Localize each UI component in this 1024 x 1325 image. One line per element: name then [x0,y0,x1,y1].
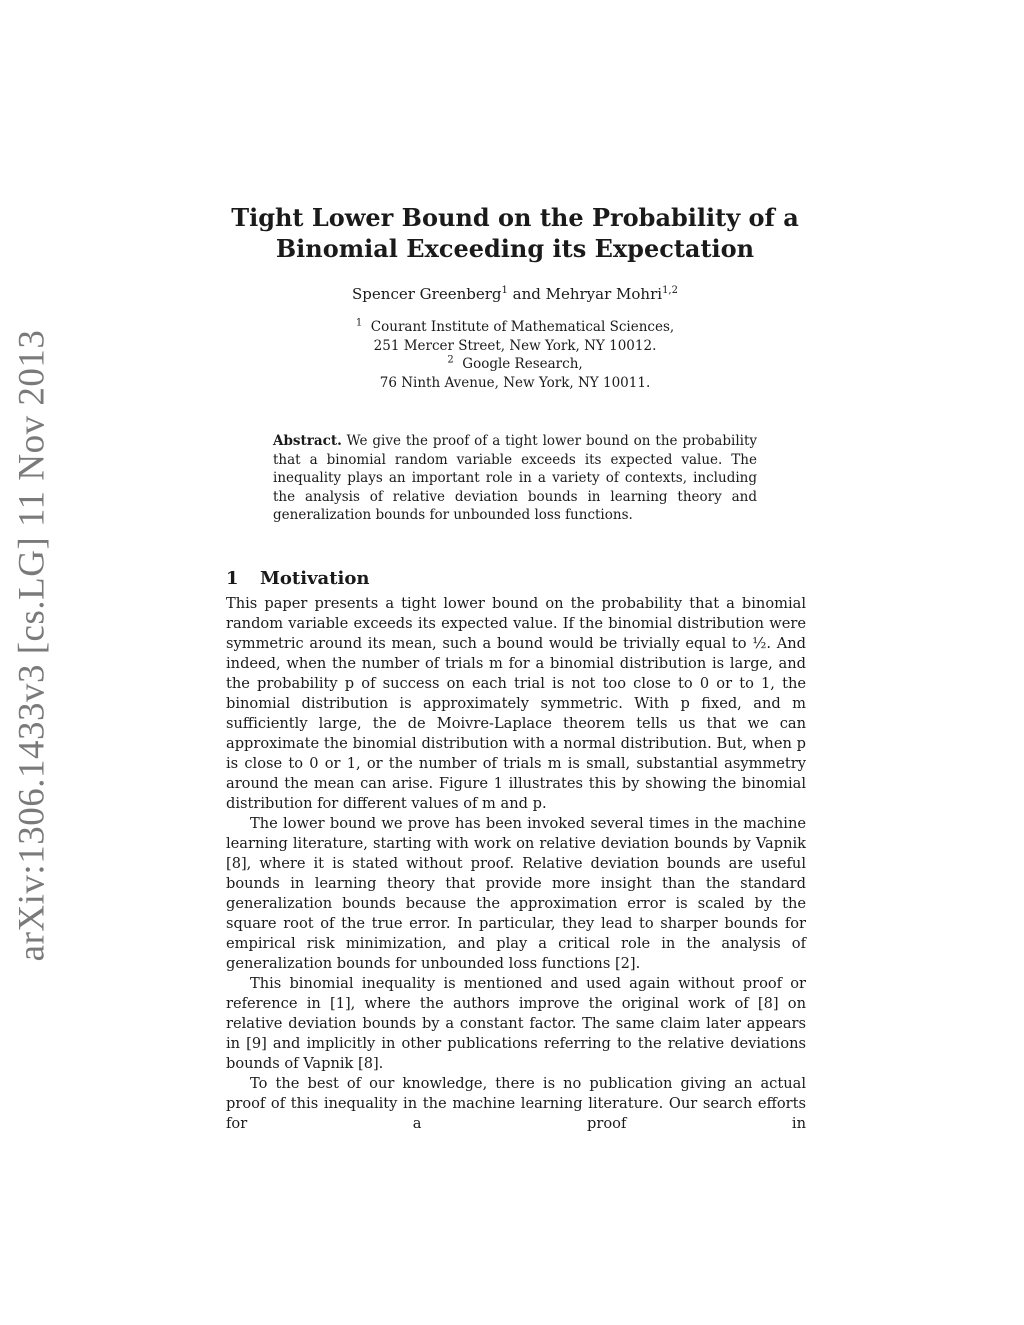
section-number: 1 [226,567,239,589]
affiliation-institution: Google Research, [462,356,583,372]
abstract-label: Abstract. [273,433,342,449]
affiliation-institution: Courant Institute of Mathematical Sciences, [370,319,675,335]
affiliation-line [200,355,830,374]
affiliation-mark: 1 [355,317,363,329]
affiliation-mark: 2 [447,354,454,366]
author-name: Spencer Greenberg [352,285,502,303]
title-line-2: Binomial Exceeding its Expectation [275,234,755,264]
affiliation-address: 251 Mercer Street, New York, NY 10012. [373,337,657,354]
author-affiliation-mark: 1,2 [662,285,678,296]
author-list [200,285,830,303]
author-connector: and [507,285,546,303]
affiliation-block [200,318,830,392]
body-paragraph: This paper presents a tight lower bound on the probability that a binomial random variable exceeds its expected value. If the binomial distribution were symmetric around its mean, such a bound would be trivially equal to ½. And indeed, when the number of trials m for a binomial distribution is large, and the probability p of success on each trial is not too close to 0 or to 1, the binomial distribution is approximately symmetric. With p fixed, and m sufficiently large, the de Moivre-Laplace theorem tells us that we can approximate the binomial distribution with a normal distribution. But, when p is close to 0 or 1, or the number of trials m is small, substantial asymmetry around the mean can arise. Figure 1 illustrates this by showing the binomial distribution for different values of m and p. [226,595,806,812]
body-paragraph: The lower bound we prove has been invoked several times in the machine learning literature, starting with work on relative deviation bounds by Vapnik [8], where it is stated without proof. Relative deviation bounds are useful bounds in learning theory that provide more insight than the standard generalization bounds because the approximation error is scaled by the square root of the true error. In particular, they lead to sharper bounds for empirical risk minimization, and play a critical role in the analysis of generalization bounds for unbounded loss functions [2]. [226,815,806,972]
affiliation-address: 76 Ninth Avenue, New York, NY 10011. [379,374,651,391]
author-affiliation-mark: 1 [501,285,508,296]
paper-title [200,202,830,264]
affiliation-line [200,318,830,337]
abstract [273,432,757,525]
section-title: Motivation [260,567,370,589]
section-heading [226,568,369,589]
author-name: Mehryar Mohri [545,285,663,303]
section-body [226,594,806,1134]
abstract-text: We give the proof of a tight lower bound on the probability that a binomial random variable exceeds its expected value. The inequality plays an important role in a variety of contexts, including the analysis of relative deviation bounds in learning theory and generalization bounds for unbounded loss functions. [273,433,757,523]
title-line-1: Tight Lower Bound on the Probability of a [231,203,799,233]
body-paragraph: To the best of our knowledge, there is no publication giving an actual proof of this inequality in the machine learning literature. Our search efforts for a proof in [226,1075,806,1132]
arxiv-identifier-stamp [2,329,62,961]
arxiv-identifier-text: arXiv:1306.1433v3 [cs.LG] 11 Nov 2013 [11,329,53,961]
body-paragraph: This binomial inequality is mentioned and used again without proof or reference in [1], where the authors improve the original work of [8] on relative deviation bounds by a constant factor. The same claim later appears in [9] and implicitly in other publications referring to the relative deviations bounds of Vapnik [8]. [226,975,806,1072]
